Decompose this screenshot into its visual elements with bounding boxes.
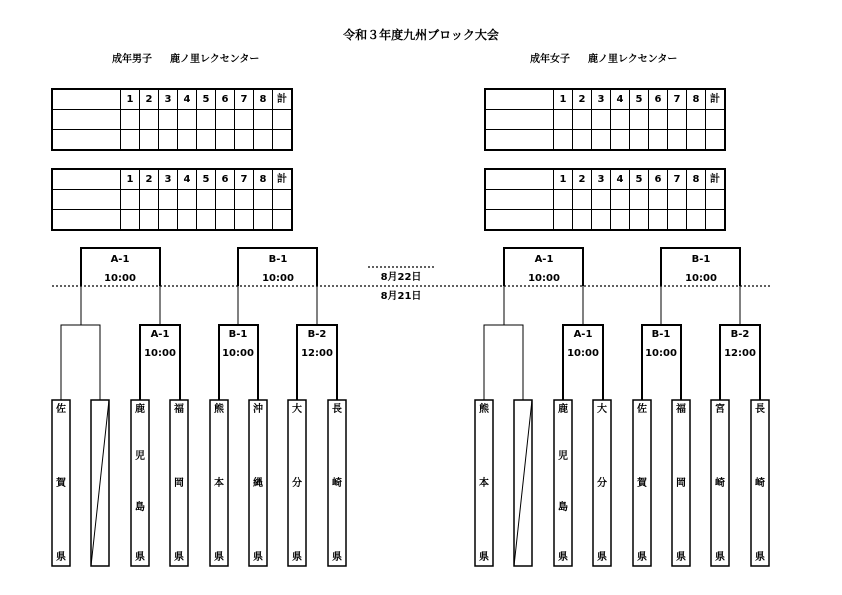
score-header-total: 計	[706, 89, 726, 110]
match-time: 10:00	[567, 348, 599, 359]
score-header-7: 7	[668, 89, 687, 110]
match-label: B-1	[268, 254, 288, 265]
svg-text:福: 福	[676, 404, 686, 415]
team-box	[554, 400, 572, 566]
score-header-3: 3	[592, 169, 611, 190]
match-label: A-1	[110, 254, 130, 265]
svg-text:県: 県	[676, 552, 686, 563]
svg-text:鹿: 鹿	[135, 404, 145, 415]
svg-text:本: 本	[479, 478, 489, 489]
svg-text:賀: 賀	[56, 478, 66, 489]
svg-text:県: 県	[597, 552, 607, 563]
score-header-2: 2	[140, 169, 159, 190]
svg-text:島: 島	[558, 502, 568, 513]
date-label-day1: 8月21日	[380, 291, 422, 302]
men-venue: 鹿ノ里レクセンター	[170, 54, 260, 65]
match-label: A-1	[573, 329, 593, 340]
score-header-4: 4	[178, 169, 197, 190]
svg-text:縄: 縄	[253, 478, 263, 489]
score-header-3: 3	[592, 89, 611, 110]
svg-text:県: 県	[755, 552, 765, 563]
score-header-8: 8	[687, 169, 706, 190]
svg-text:分: 分	[292, 478, 302, 489]
svg-text:熊: 熊	[479, 404, 489, 415]
svg-text:県: 県	[135, 552, 145, 563]
score-header-7: 7	[235, 89, 254, 110]
score-header-2: 2	[573, 169, 592, 190]
svg-text:県: 県	[332, 552, 342, 563]
score-header-6: 6	[649, 89, 668, 110]
svg-text:宮: 宮	[715, 404, 725, 415]
svg-text:県: 県	[214, 552, 224, 563]
match-time: 10:00	[528, 273, 560, 284]
svg-text:県: 県	[715, 552, 725, 563]
svg-text:県: 県	[637, 552, 647, 563]
score-header-2: 2	[573, 89, 592, 110]
svg-text:県: 県	[56, 552, 66, 563]
score-header-8: 8	[254, 89, 273, 110]
women-category: 成年女子	[530, 54, 570, 65]
svg-text:分: 分	[597, 478, 607, 489]
score-header-total: 計	[273, 169, 293, 190]
match-label: A-1	[534, 254, 554, 265]
score-header-total: 計	[706, 169, 726, 190]
match-label: B-1	[228, 329, 248, 340]
score-header-6: 6	[216, 89, 235, 110]
match-label: B-1	[651, 329, 671, 340]
score-header-1: 1	[121, 169, 140, 190]
svg-text:児: 児	[558, 451, 568, 462]
women-bracket	[475, 248, 769, 566]
women-match-bye	[484, 325, 523, 400]
match-time: 10:00	[685, 273, 717, 284]
svg-text:県: 県	[479, 552, 489, 563]
svg-text:佐: 佐	[56, 404, 66, 415]
score-header-5: 5	[630, 89, 649, 110]
score-header-8: 8	[687, 89, 706, 110]
score-header-1: 1	[121, 89, 140, 110]
score-header-6: 6	[216, 169, 235, 190]
svg-text:賀: 賀	[637, 478, 647, 489]
score-header-total: 計	[273, 89, 293, 110]
svg-text:県: 県	[558, 552, 568, 563]
score-header-1: 1	[554, 169, 573, 190]
svg-text:長: 長	[755, 404, 765, 415]
score-header-3: 3	[159, 169, 178, 190]
team-box	[131, 400, 149, 566]
score-header-7: 7	[668, 169, 687, 190]
score-header-3: 3	[159, 89, 178, 110]
match-time: 12:00	[724, 348, 756, 359]
score-header-1: 1	[554, 89, 573, 110]
match-time: 10:00	[104, 273, 136, 284]
svg-text:岡: 岡	[174, 478, 184, 489]
women-venue: 鹿ノ里レクセンター	[588, 54, 678, 65]
men-category: 成年男子	[112, 54, 152, 65]
svg-text:大: 大	[292, 404, 302, 415]
score-header-2: 2	[140, 89, 159, 110]
score-header-4: 4	[178, 89, 197, 110]
match-label: B-2	[730, 329, 750, 340]
men-bracket	[52, 248, 346, 566]
score-header-8: 8	[254, 169, 273, 190]
svg-text:崎: 崎	[755, 478, 765, 489]
svg-text:長: 長	[332, 404, 342, 415]
svg-text:鹿: 鹿	[558, 404, 568, 415]
svg-text:崎: 崎	[715, 478, 725, 489]
score-header-5: 5	[197, 169, 216, 190]
match-label: B-1	[691, 254, 711, 265]
svg-text:熊: 熊	[214, 404, 224, 415]
svg-text:福: 福	[174, 404, 184, 415]
men-match-bye	[61, 325, 100, 400]
svg-text:佐: 佐	[637, 404, 647, 415]
svg-text:県: 県	[174, 552, 184, 563]
match-time: 10:00	[262, 273, 294, 284]
svg-text:崎: 崎	[332, 478, 342, 489]
score-header-6: 6	[649, 169, 668, 190]
svg-text:本: 本	[214, 478, 224, 489]
match-time: 12:00	[301, 348, 333, 359]
match-label: B-2	[307, 329, 327, 340]
svg-text:大: 大	[597, 404, 607, 415]
match-time: 10:00	[144, 348, 176, 359]
svg-text:沖: 沖	[253, 404, 263, 415]
match-label: A-1	[150, 329, 170, 340]
score-header-5: 5	[630, 169, 649, 190]
score-header-5: 5	[197, 89, 216, 110]
score-header-4: 4	[611, 89, 630, 110]
svg-text:島: 島	[135, 502, 145, 513]
date-label-day2: 8月22日	[380, 272, 422, 283]
match-time: 10:00	[645, 348, 677, 359]
svg-text:児: 児	[135, 451, 145, 462]
score-header-4: 4	[611, 169, 630, 190]
svg-text:県: 県	[292, 552, 302, 563]
page-title: 令和３年度九州ブロック大会	[343, 28, 499, 42]
svg-text:岡: 岡	[676, 478, 686, 489]
score-header-7: 7	[235, 169, 254, 190]
match-time: 10:00	[222, 348, 254, 359]
svg-text:県: 県	[253, 552, 263, 563]
